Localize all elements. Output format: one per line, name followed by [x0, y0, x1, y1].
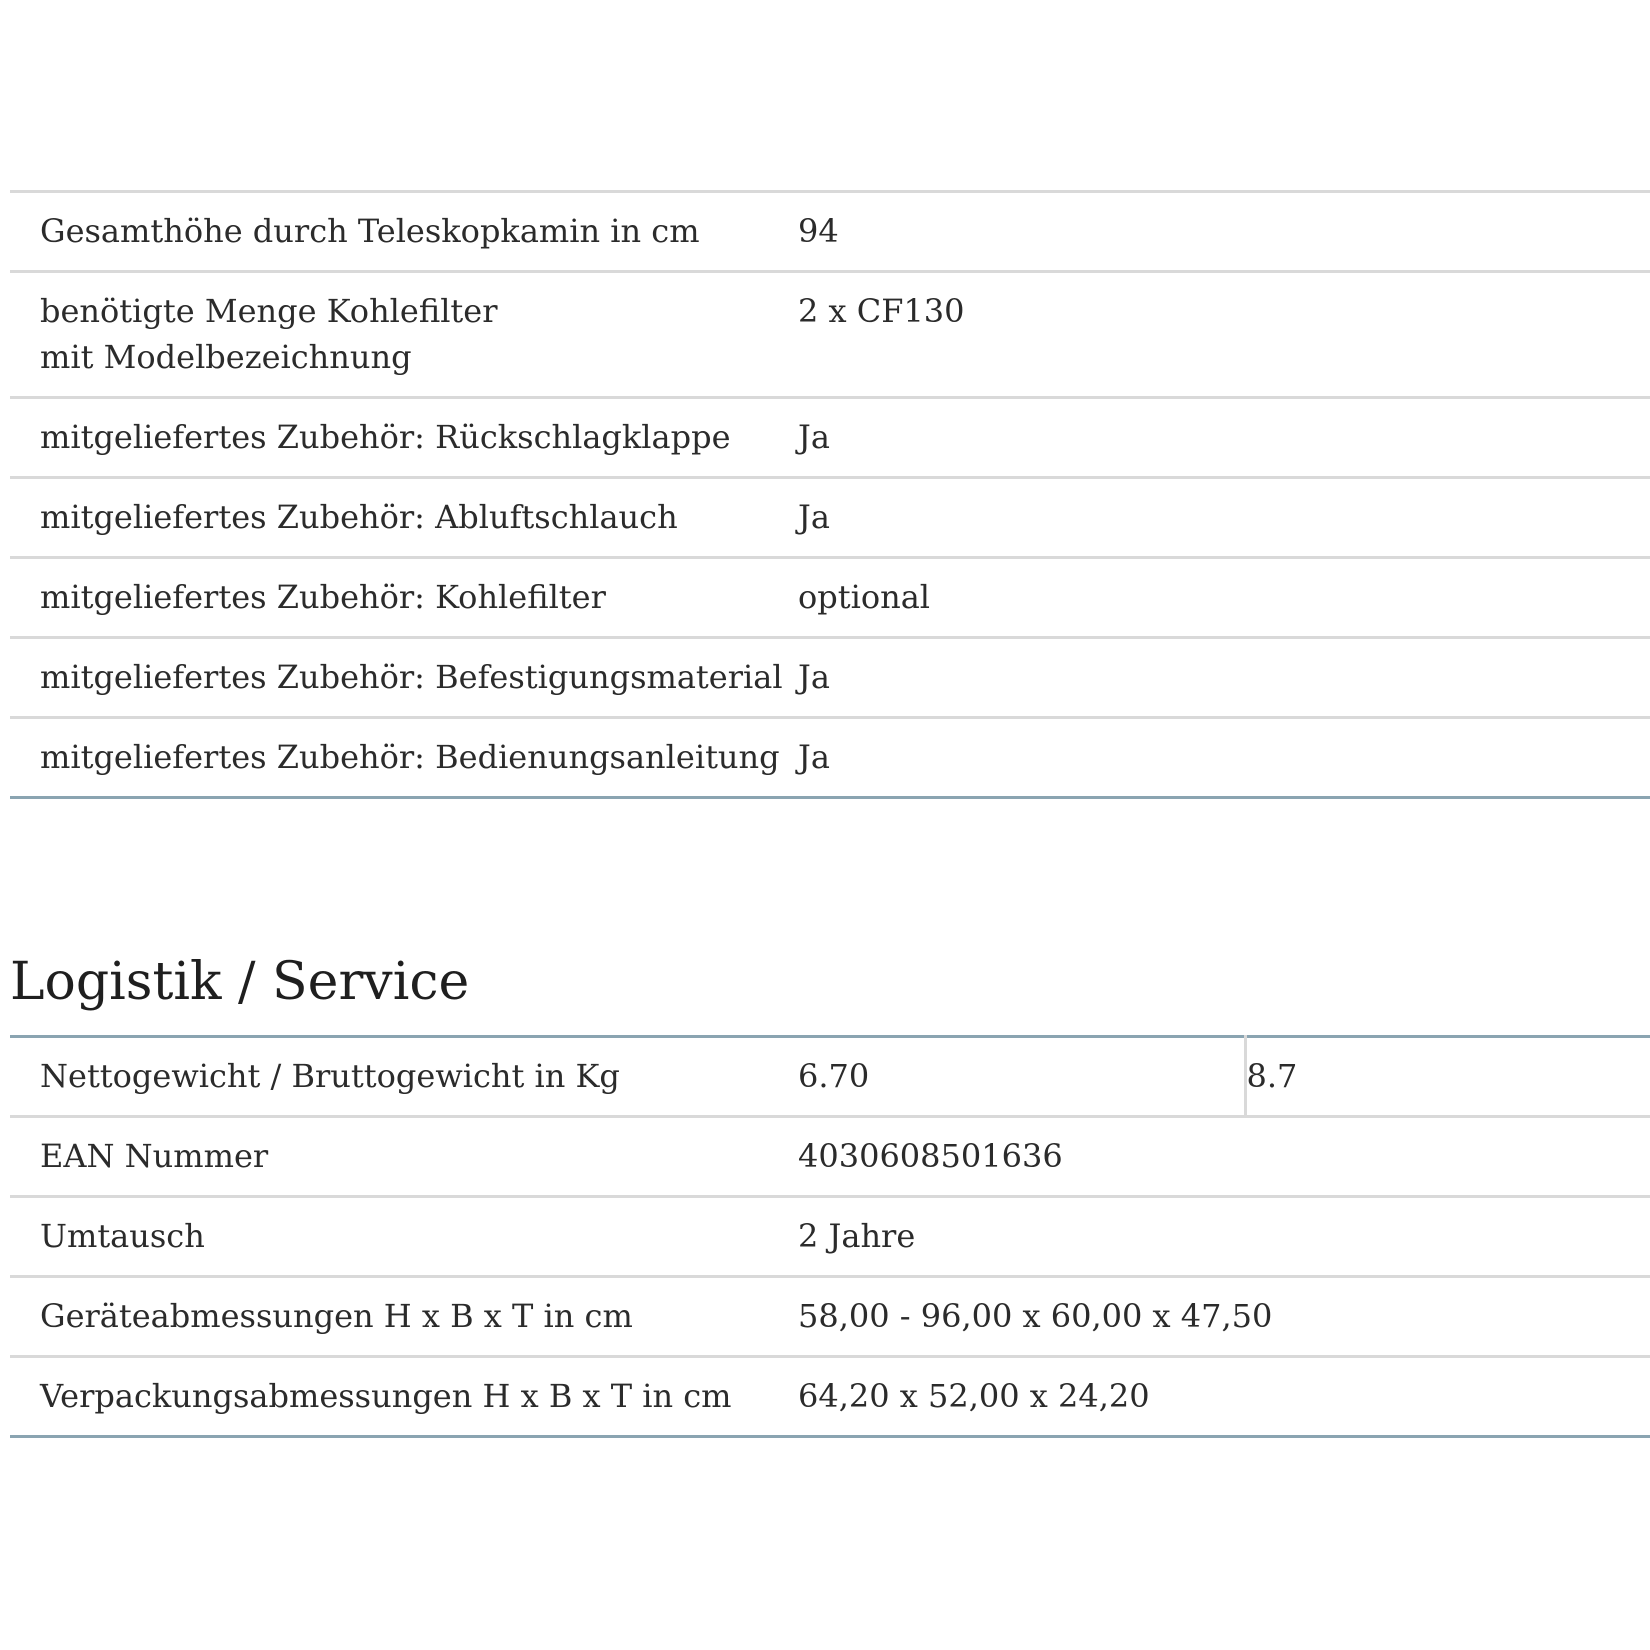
row-value: Ja: [798, 398, 1650, 478]
row-label: Gesamthöhe durch Teleskopkamin in cm: [10, 192, 798, 272]
row-value: 4030608501636: [798, 1117, 1650, 1197]
table-row: [10, 478, 1650, 558]
table-row: [10, 638, 1650, 718]
row-label: EAN Nummer: [10, 1117, 798, 1197]
accessories-spec-table: [10, 190, 1650, 799]
table-row: [10, 1117, 1650, 1197]
table-row: [10, 558, 1650, 638]
row-value: optional: [798, 558, 1650, 638]
row-label: mitgeliefertes Zubehör: Abluftschlauch: [10, 478, 798, 558]
table-row: [10, 398, 1650, 478]
spec-sheet-page: [10, 0, 1650, 1650]
row-value: 94: [798, 192, 1650, 272]
row-label: Nettogewicht / Bruttogewicht in Kg: [10, 1037, 798, 1117]
table-row: [10, 1197, 1650, 1277]
row-value: 64,20 x 52,00 x 24,20: [798, 1357, 1650, 1437]
row-value: 58,00 - 96,00 x 60,00 x 47,50: [798, 1277, 1650, 1357]
row-label: mitgeliefertes Zubehör: Kohlefilter: [10, 558, 798, 638]
row-label: mitgeliefertes Zubehör: Rückschlagklappe: [10, 398, 798, 478]
row-label: Umtausch: [10, 1197, 798, 1277]
section-title-logistics: Logistik / Service: [10, 952, 470, 1012]
row-label: Geräteabmessungen H x B x T in cm: [10, 1277, 798, 1357]
row-value: 2 x CF130: [798, 272, 1650, 398]
table-row: [10, 1277, 1650, 1357]
row-label: Verpackungsabmessungen H x B x T in cm: [10, 1357, 798, 1437]
row-label: mitgeliefertes Zubehör: Befestigungsmaterial: [10, 638, 798, 718]
row-value: Ja: [798, 718, 1650, 798]
row-value: Ja: [798, 478, 1650, 558]
row-label: benötigte Menge Kohlefilter mit Modelbezeichnung: [10, 272, 798, 398]
row-value: Ja: [798, 638, 1650, 718]
row-label: mitgeliefertes Zubehör: Bedienungsanleitung: [10, 718, 798, 798]
gross-weight-value: 8.7: [1245, 1037, 1650, 1117]
net-weight-value: 6.70: [798, 1037, 1245, 1117]
table-row: [10, 718, 1650, 798]
table-row: [10, 1357, 1650, 1437]
table-row: [10, 1037, 1650, 1117]
table-row: [10, 272, 1650, 398]
logistics-spec-table: [10, 1035, 1650, 1438]
row-value: 2 Jahre: [798, 1197, 1650, 1277]
table-row: [10, 192, 1650, 272]
